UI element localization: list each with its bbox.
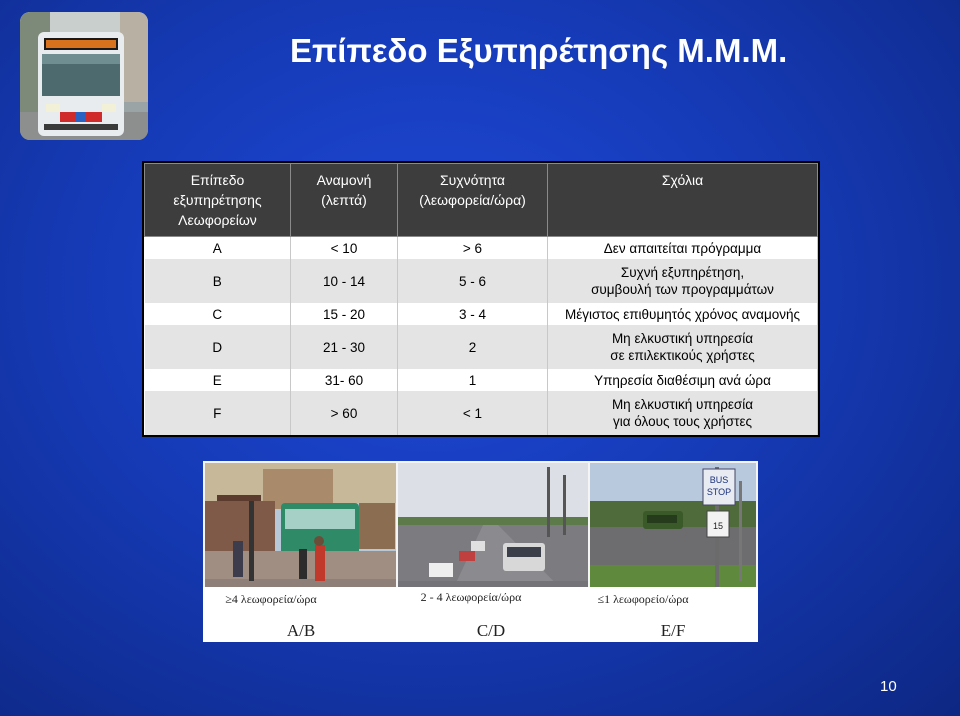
cell-wait: 31- 60 [291, 369, 398, 391]
bus-sign-text: STOP [706, 487, 732, 497]
comment-line: Υπηρεσία διαθέσιμη ανά ώρα [594, 372, 771, 388]
comment-line: συμβουλή των προγραμμάτων [591, 282, 774, 297]
cell-wait: 10 - 14 [291, 259, 398, 303]
cell-level: E [145, 369, 291, 391]
cell-level: A [145, 237, 291, 260]
cell-level: B [145, 259, 291, 303]
table-row [145, 369, 818, 391]
cell-comment [548, 325, 818, 369]
bus-sign-text: BUS [709, 475, 729, 485]
header-wait: Αναμονή (λεπτά) [291, 164, 398, 237]
cell-comment [548, 259, 818, 303]
cell-comment [548, 303, 818, 325]
street-photos [203, 461, 758, 642]
cell-comment [548, 391, 818, 435]
cell-level: D [145, 325, 291, 369]
slide-title: Επίπεδο Εξυπηρέτησης Μ.Μ.Μ. [290, 32, 788, 69]
table-row [145, 391, 818, 435]
cell-comment [548, 369, 818, 391]
photo-caption: ≤1 λεωφορείο/ώρα [597, 592, 689, 606]
header-level: Επίπεδο εξυπηρέτησης Λεωφορείων [145, 164, 291, 237]
table-header-row [145, 164, 818, 237]
comment-line: Μέγιστος επιθυμητός χρόνος αναμονής [564, 306, 801, 322]
photo-label: E/F [660, 621, 686, 640]
cell-frequency: > 6 [398, 237, 548, 260]
comment-line: Συχνή εξυπηρέτηση, [620, 265, 745, 280]
comment-line: Δεν απαιτείται πρόγραμμα [603, 240, 762, 256]
header-comments: Σχόλια [548, 164, 818, 237]
table-row [145, 303, 818, 325]
cell-level: C [145, 303, 291, 325]
cell-comment [548, 237, 818, 260]
cell-wait: > 60 [291, 391, 398, 435]
comment-line: σε επιλεκτικούς χρήστες [610, 348, 755, 363]
photo-strip [203, 461, 758, 642]
bus-photo [20, 12, 148, 140]
table-row [145, 237, 818, 260]
cell-frequency: < 1 [398, 391, 548, 435]
los-table [144, 163, 818, 435]
photo-label: C/D [476, 621, 506, 640]
header-frequency: Συχνότητα (λεωφορεία/ώρα) [398, 164, 548, 237]
cell-wait: 15 - 20 [291, 303, 398, 325]
cell-frequency: 1 [398, 369, 548, 391]
cell-frequency: 3 - 4 [398, 303, 548, 325]
bus-image [20, 12, 148, 140]
comment-line: για όλους τους χρήστες [612, 414, 752, 429]
cell-level: F [145, 391, 291, 435]
photo-label: A/B [286, 621, 316, 640]
photo-caption: 2 - 4 λεωφορεία/ώρα [420, 590, 522, 604]
route-number-sign: 15 [712, 521, 724, 531]
comment-line: Μη ελκυστική υπηρεσία [611, 331, 754, 346]
table-row [145, 259, 818, 303]
photo-caption: ≥4 λεωφορεία/ώρα [225, 592, 317, 606]
comment-line: Μη ελκυστική υπηρεσία [611, 397, 754, 412]
page-number: 10 [880, 678, 897, 695]
cell-wait: < 10 [291, 237, 398, 260]
cell-wait: 21 - 30 [291, 325, 398, 369]
cell-frequency: 5 - 6 [398, 259, 548, 303]
table-row [145, 325, 818, 369]
cell-frequency: 2 [398, 325, 548, 369]
